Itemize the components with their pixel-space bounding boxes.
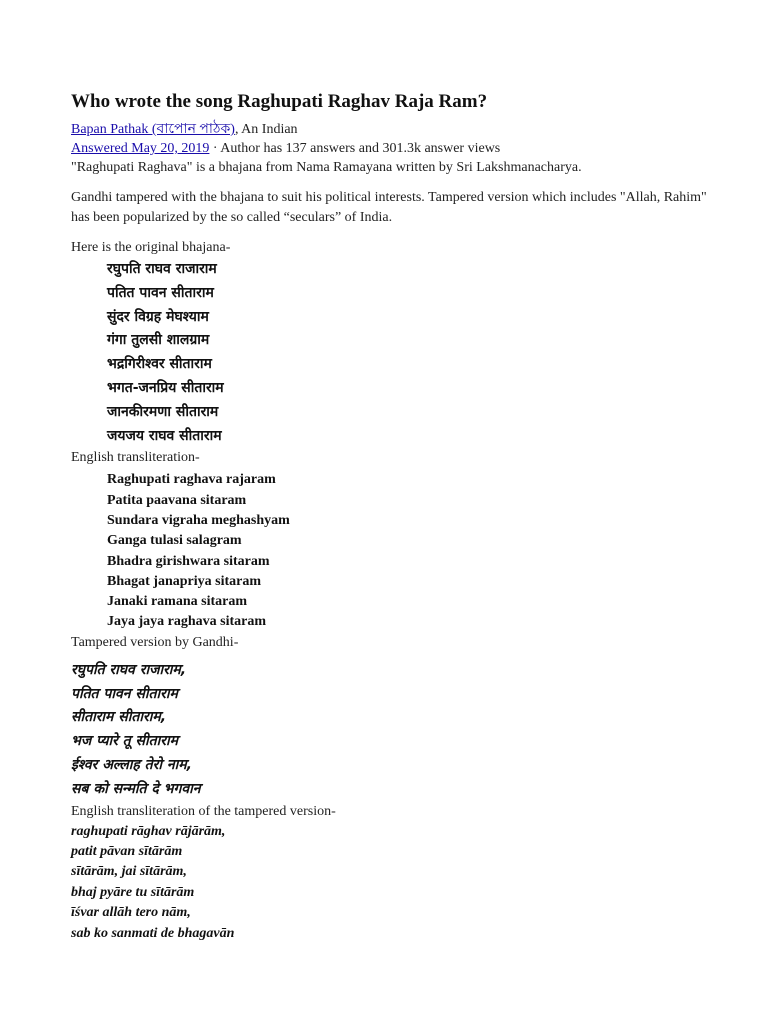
- verse-line: रघुपति राघव राजाराम: [107, 261, 217, 277]
- translit-line: Janaki ramana sitaram: [107, 594, 247, 610]
- translit-line: Patita paavana sitaram: [107, 492, 247, 508]
- translit-line: Bhadra girishwara sitaram: [107, 553, 270, 569]
- verse-line: सुंदर विग्रह मेघश्याम: [107, 308, 209, 325]
- tampered-translit-line: raghupati rāghav rājārām,: [71, 823, 226, 839]
- answer-gandhi-note: Gandhi tampered with the bhajana to suit his political interests. Tampered version which includes "Allah, Rahim" has been popularized by the so called “seculars” of India.: [71, 190, 707, 225]
- tampered-verse-line: सीताराम सीताराम,: [71, 709, 167, 726]
- tampered-translit-line: sītārām, jai sītārām,: [71, 864, 187, 880]
- author-name-link[interactable]: Bapan Pathak (বাপোন পাঠক): [71, 122, 235, 137]
- verse-line: जानकीरमणा सीताराम: [107, 403, 219, 420]
- tampered-verse-line: रघुपति राघव राजाराम,: [71, 661, 187, 678]
- tampered-devanagari-verse: [71, 659, 711, 802]
- original-devanagari-verse: [107, 258, 711, 448]
- original-bhajana-label: Here is the original bhajana-: [71, 240, 231, 255]
- original-transliteration-verse: [107, 470, 711, 632]
- tampered-translit-line: īśvar allāh tero nām,: [71, 905, 191, 921]
- tampered-translit-line: patit pāvan sītārām: [71, 843, 183, 859]
- tampered-transliteration-label: English transliteration of the tampered version-: [71, 803, 336, 819]
- verse-line: गंगा तुलसी शालग्राम: [107, 332, 210, 349]
- translit-line: Bhagat janapriya sitaram: [107, 573, 261, 589]
- verse-line: भगत-जनप्रिय सीताराम: [107, 379, 224, 396]
- tampered-transliteration-verse: [71, 822, 711, 944]
- tampered-version-label: Tampered version by Gandhi-: [71, 634, 239, 650]
- tampered-verse-line: भज प्यारे तू सीताराम: [71, 733, 178, 750]
- translit-line: Jaya jaya raghava sitaram: [107, 614, 267, 630]
- answer-meta-line: [71, 139, 711, 158]
- answer-intro: "Raghupati Raghava" is a bhajana from Nama Ramayana written by Sri Lakshmanacharya.: [71, 160, 582, 175]
- tampered-verse-line: पतित पावन सीताराम: [71, 685, 178, 702]
- translit-line: Sundara vigraha meghashyam: [107, 512, 290, 528]
- translit-line: Raghupati raghava rajaram: [107, 472, 276, 488]
- tampered-translit-line: sab ko sanmati de bhagavān: [71, 925, 235, 941]
- answer-page: [71, 90, 711, 944]
- verse-line: जयजय राघव सीताराम: [107, 427, 222, 444]
- tampered-translit-line: bhaj pyāre tu sītārām: [71, 884, 195, 900]
- translit-line: Ganga tulasi salagram: [107, 533, 242, 549]
- tampered-verse-line: सब को सन्मति दे भगवान: [71, 780, 201, 797]
- author-stats: · Author has 137 answers and 301.3k answer views: [209, 141, 501, 156]
- transliteration-label: English transliteration-: [71, 450, 200, 466]
- verse-line: भद्रगिरीश्वर सीताराम: [107, 356, 212, 373]
- tampered-verse-line: ईश्वर अल्लाह तेरो नाम,: [71, 756, 192, 773]
- author-line: [71, 120, 711, 139]
- verse-line: पतित पावन सीताराम: [107, 284, 214, 301]
- answered-date-link[interactable]: Answered May 20, 2019: [71, 141, 210, 156]
- author-description: , An Indian: [234, 122, 298, 137]
- question-title: Who wrote the song Raghupati Raghav Raja Ram?: [71, 91, 488, 112]
